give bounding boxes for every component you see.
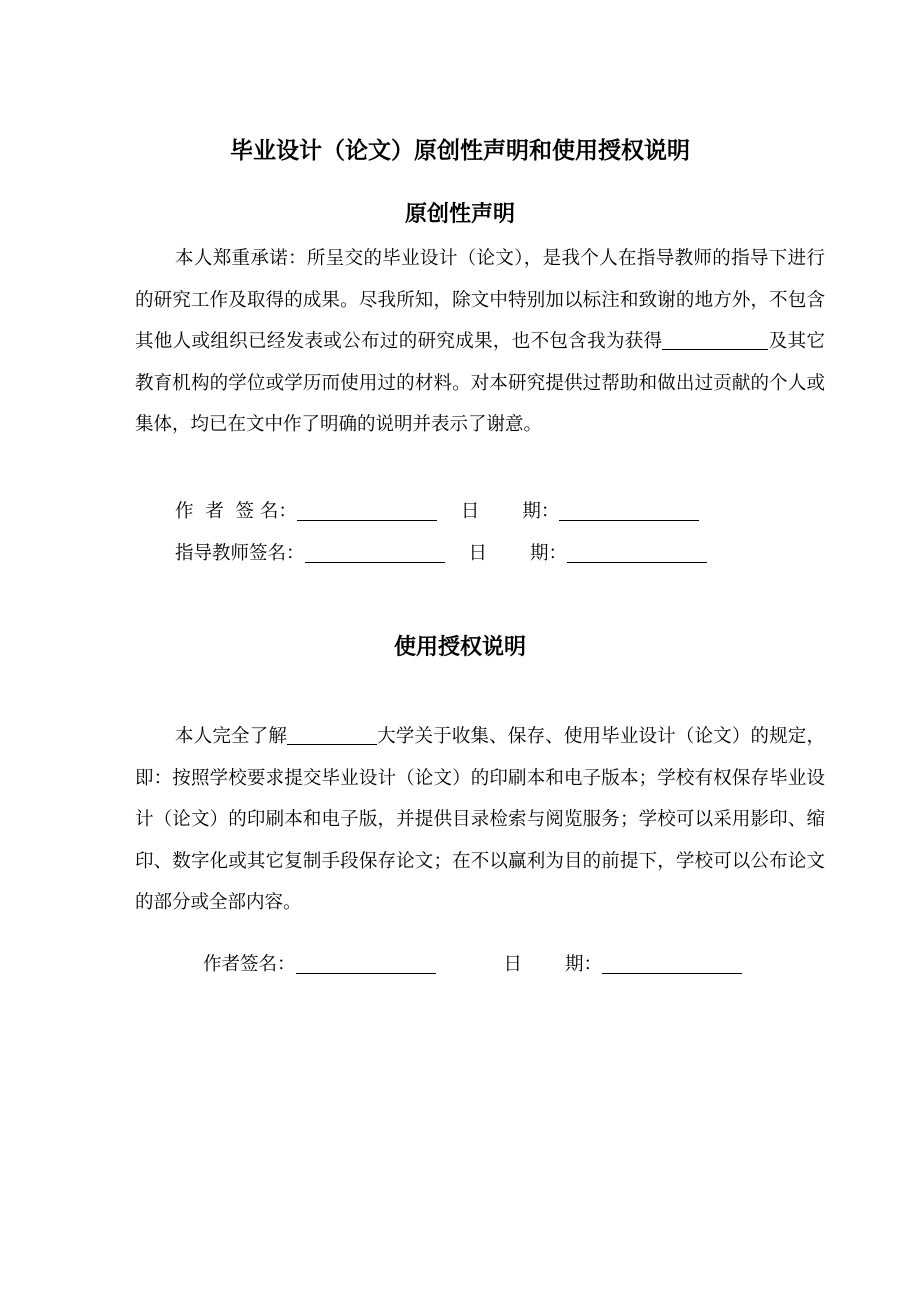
authorization-paragraph xyxy=(135,716,825,924)
authorization-author-sign-label: 作者签名： xyxy=(203,954,296,975)
originality-text-1: 本人郑重承诺：所呈交的毕业设计（论文），是我个人在指导教师的指导下进行的研究工作及取得的成果。尽我所知，除文中特别加以标注和致谢的地方外，不包含其他人或组织已经发表或公布过的研究成果，也不包含我为获得 xyxy=(135,248,825,352)
date-label: 期： xyxy=(522,501,560,522)
date-day-char: 日 xyxy=(460,501,480,522)
originality-text-2: 及其它教育机构的学位或学历而使用过的材料。对本研究提供过帮助和做出过贡献的个人或集体，均已在文中作了明确的说明并表示了谢意。 xyxy=(135,331,825,435)
date-day-char: 日 xyxy=(503,954,523,975)
author-signature-line[interactable] xyxy=(297,498,437,521)
originality-paragraph xyxy=(135,238,825,446)
supervisor-sign-label: 指导教师签名： xyxy=(175,543,305,564)
date-label: 期： xyxy=(530,543,568,564)
authorization-text-2: 大学关于收集、保存、使用毕业设计（论文）的规定，即：按照学校要求提交毕业设计（论文）的印刷本和电子版本；学校有权保存毕业设计（论文）的印刷本和电子版，并提供目录检索与阅览服务；学校可以采用影印、缩印、数字化或其它复制手段保存论文；在不以赢利为目的前提下，学校可以公布论文的部分或全部内容。 xyxy=(135,726,825,913)
authorization-signature-line[interactable] xyxy=(296,951,436,974)
authorization-signature-row xyxy=(203,950,742,980)
author-date-line[interactable] xyxy=(559,498,699,521)
authorization-heading: 使用授权说明 xyxy=(393,635,526,660)
authorization-date-line[interactable] xyxy=(602,951,742,974)
document-title: 毕业设计（论文）原创性声明和使用授权说明 xyxy=(230,138,690,164)
author-sign-label: 作 者 签 名： xyxy=(175,501,297,522)
author-signature-row xyxy=(175,497,699,527)
supervisor-signature-row xyxy=(175,539,707,569)
supervisor-date-line[interactable] xyxy=(567,540,707,563)
originality-heading: 原创性声明 xyxy=(404,202,515,227)
authorization-text-1: 本人完全了解 xyxy=(175,726,287,747)
date-label: 期： xyxy=(565,954,603,975)
university-blank-line[interactable] xyxy=(287,724,377,744)
supervisor-signature-line[interactable] xyxy=(305,540,445,563)
degree-blank-line[interactable] xyxy=(662,329,768,349)
date-day-char: 日 xyxy=(468,543,488,564)
